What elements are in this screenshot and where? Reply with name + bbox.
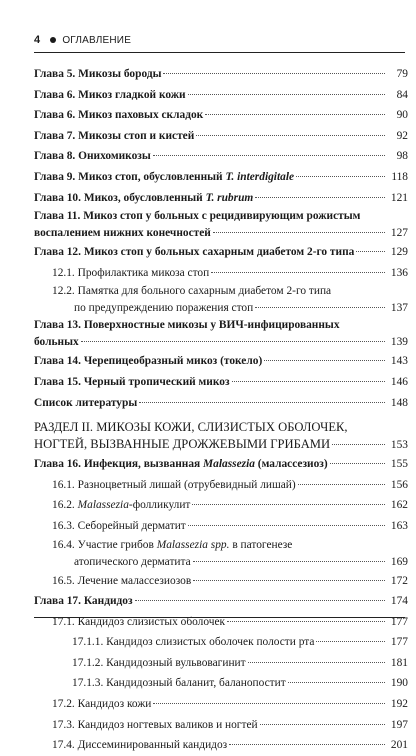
page-ref: 129 (390, 246, 408, 259)
toc-entry[interactable] (34, 554, 408, 571)
page-ref: 172 (390, 574, 408, 587)
leader-dots (139, 402, 385, 403)
toc-entry[interactable] (34, 351, 408, 372)
toc-entry[interactable] (34, 393, 408, 414)
entry-title-line1: 12.2. Памятка для больного сахарным диабетом 2-го типа (52, 285, 332, 298)
toc-entry[interactable] (34, 516, 408, 537)
toc-entry[interactable] (34, 612, 408, 633)
entry-title: 17.1.3. Кандидозный баланит, баланопостит (72, 677, 286, 690)
entry-title: Глава 14. Черепицеобразный микоз (токело) (34, 355, 263, 368)
entry-title (34, 454, 328, 475)
leader-dots (188, 525, 385, 526)
toc-entry[interactable] (34, 653, 408, 674)
entry-title-part: в патогенезе (229, 538, 293, 551)
entry-title-line2: атопического дерматита (74, 555, 191, 568)
bullet-icon (50, 37, 56, 43)
entry-title: Глава 6. Микоз гладкой кожи (34, 88, 186, 101)
entry-title: 17.1. Кандидоз слизистых оболочек (52, 615, 226, 628)
toc-entry[interactable] (34, 225, 408, 242)
entry-title-italic: Malassezia (77, 499, 129, 512)
entry-title-part: Глава 16. Инфекция, вызванная (34, 458, 204, 471)
leader-dots (248, 662, 385, 663)
entry-title-part: 16.4. Участие грибов (52, 538, 157, 551)
toc-entry[interactable] (34, 64, 408, 85)
toc-entry[interactable] (34, 208, 408, 225)
toc-entry[interactable] (34, 735, 408, 756)
entry-title-line1 (52, 537, 292, 554)
page-ref: 181 (390, 656, 408, 669)
page-ref: 139 (390, 336, 408, 349)
entry-title: Глава 7. Микозы стоп и кистей (34, 129, 195, 142)
toc-entry[interactable] (34, 334, 408, 351)
page-ref: 146 (390, 375, 408, 388)
toc-entry[interactable] (34, 694, 408, 715)
leader-dots (205, 114, 385, 115)
entry-title-italic: Malassezia (203, 458, 255, 471)
entry-title: Глава 15. Черный тропический микоз (34, 375, 230, 388)
toc-entry[interactable] (34, 300, 408, 317)
header-rule (34, 52, 405, 53)
entry-title: Глава 8. Онихомикозы (34, 150, 151, 163)
entry-title: Список литературы (34, 396, 138, 409)
footer-rule (34, 617, 405, 618)
page-ref: 90 (396, 109, 408, 122)
toc-entry[interactable] (34, 242, 408, 263)
page-ref: 143 (390, 355, 408, 368)
entry-title-italic: T. rubrum (205, 191, 254, 204)
leader-dots (255, 307, 385, 308)
entry-title: 17.1.1. Кандидоз слизистых оболочек полости рта (72, 636, 315, 649)
leader-dots (153, 155, 385, 156)
page-number: 4 (34, 34, 41, 46)
leader-dots (135, 600, 385, 601)
leader-dots (193, 561, 385, 562)
leader-dots (260, 724, 385, 725)
entry-title: Глава 12. Микоз стоп у больных сахарным диабетом 2-го типа (34, 246, 355, 259)
page-ref: 153 (390, 439, 408, 452)
entry-title-part: Глава 10. Микоз, обусловленный (34, 191, 206, 204)
leader-dots (213, 232, 385, 233)
leader-dots (211, 272, 385, 273)
leader-dots (153, 703, 385, 704)
page-ref: 121 (390, 191, 408, 204)
leader-dots (232, 381, 385, 382)
leader-dots (193, 580, 385, 581)
toc-entry[interactable] (34, 146, 408, 167)
entry-title-part: -фолликулит (128, 499, 191, 512)
toc-entry[interactable] (34, 419, 408, 436)
entry-title-line1: Глава 13. Поверхностные микозы у ВИЧ-инфицированных (34, 319, 340, 332)
running-header (34, 34, 131, 46)
toc-entry[interactable] (34, 105, 408, 126)
page-ref: 148 (390, 396, 408, 409)
running-title: ОГЛАВЛЕНИЕ (62, 34, 132, 46)
page-ref: 162 (390, 499, 408, 512)
page-ref: 84 (396, 88, 408, 101)
toc-entry[interactable] (34, 436, 408, 454)
entry-title: 12.1. Профилактика микоза стоп (52, 266, 210, 279)
toc-entry[interactable] (34, 591, 408, 612)
page-ref: 174 (390, 595, 408, 608)
leader-dots (81, 341, 385, 342)
page-ref: 79 (396, 68, 408, 80)
page-ref: 197 (390, 718, 408, 731)
page-ref: 163 (390, 519, 408, 532)
leader-dots (229, 744, 385, 745)
toc-entry[interactable] (34, 85, 408, 106)
leader-dots (330, 463, 385, 464)
entry-title-italic: T. interdigitale (225, 170, 295, 183)
entry-title-line2: воспалением нижних конечностей (34, 227, 211, 240)
entry-title: 16.3. Себорейный дерматит (52, 519, 186, 532)
entry-title: 17.2. Кандидоз кожи (52, 698, 152, 711)
page-ref: 190 (390, 677, 408, 690)
toc-entry[interactable] (34, 263, 408, 284)
leader-dots (288, 682, 385, 683)
entry-title: Глава 6. Микоз паховых складок (34, 109, 204, 122)
leader-dots (227, 621, 385, 622)
leader-dots (192, 504, 385, 505)
entry-title (34, 188, 253, 209)
page-ref: 155 (390, 458, 408, 471)
leader-dots (298, 484, 385, 485)
page-ref: 92 (396, 129, 408, 142)
entry-title: 16.5. Лечение малассезиозов (52, 574, 192, 587)
leader-dots (255, 197, 385, 198)
leader-dots (163, 73, 385, 74)
leader-dots (196, 135, 385, 136)
page-ref: 118 (391, 170, 408, 183)
entry-title-line1: Глава 11. Микоз стоп у больных с рецидивирующим рожистым (34, 210, 361, 223)
toc-entry[interactable] (34, 715, 408, 736)
entry-title (34, 167, 294, 188)
leader-dots (264, 360, 385, 361)
page-ref: 201 (390, 739, 408, 752)
leader-dots (188, 94, 385, 95)
toc-entry[interactable] (34, 126, 408, 147)
page-ref: 177 (390, 636, 408, 649)
toc-entry[interactable] (34, 188, 408, 209)
toc-entry[interactable] (34, 632, 408, 653)
page-ref: 192 (390, 698, 408, 711)
leader-dots (332, 444, 385, 445)
toc-entry[interactable] (34, 372, 408, 393)
toc-entry[interactable] (34, 167, 408, 188)
section-title-line1: РАЗДЕЛ II. МИКОЗЫ КОЖИ, СЛИЗИСТЫХ ОБОЛОЧЕК, (34, 420, 348, 435)
entry-title: 17.1.2. Кандидозный вульвовагинит (72, 656, 246, 669)
page-ref: 98 (396, 150, 408, 163)
page-ref: 127 (390, 227, 408, 240)
page-ref: 169 (390, 555, 408, 568)
page-ref: 156 (390, 478, 408, 491)
entry-title: 17.3. Кандидоз ногтевых валиков и ногтей (52, 718, 258, 731)
toc-entry[interactable] (34, 571, 408, 592)
entry-title-part: 16.2. (52, 499, 78, 512)
toc-entry[interactable] (34, 283, 408, 300)
entry-title-part: Глава 9. Микоз стоп, обусловленный (34, 170, 226, 183)
leader-dots (296, 176, 385, 177)
leader-dots (316, 641, 385, 642)
toc-entry[interactable] (34, 317, 408, 334)
toc-entry[interactable] (34, 673, 408, 694)
entry-title: Глава 5. Микозы бороды (34, 68, 162, 80)
page-ref: 177 (390, 615, 408, 628)
table-of-contents (34, 64, 408, 756)
entry-title-italic: Malassezia spp. (156, 538, 230, 551)
page-ref: 137 (390, 302, 408, 315)
toc-entry[interactable] (34, 475, 408, 496)
entry-title-line2: больных (34, 336, 79, 349)
entry-title-line2: по предупреждению поражения стоп (74, 302, 254, 315)
toc-entry[interactable] (34, 537, 408, 554)
entry-title: 17.4. Диссеминированный кандидоз (52, 739, 228, 752)
entry-title: Глава 17. Кандидоз (34, 595, 133, 608)
entry-title (52, 495, 190, 516)
leader-dots (356, 251, 385, 252)
section-title-line2: НОГТЕЙ, ВЫЗВАННЫЕ ДРОЖЖЕВЫМИ ГРИБАМИ (34, 437, 331, 452)
entry-title: 16.1. Разноцветный лишай (отрубевидный лишай) (52, 478, 296, 491)
toc-entry[interactable] (34, 454, 408, 475)
toc-entry[interactable] (34, 495, 408, 516)
entry-title-part: (малассезиоз) (254, 458, 328, 471)
page-ref: 136 (390, 266, 408, 279)
